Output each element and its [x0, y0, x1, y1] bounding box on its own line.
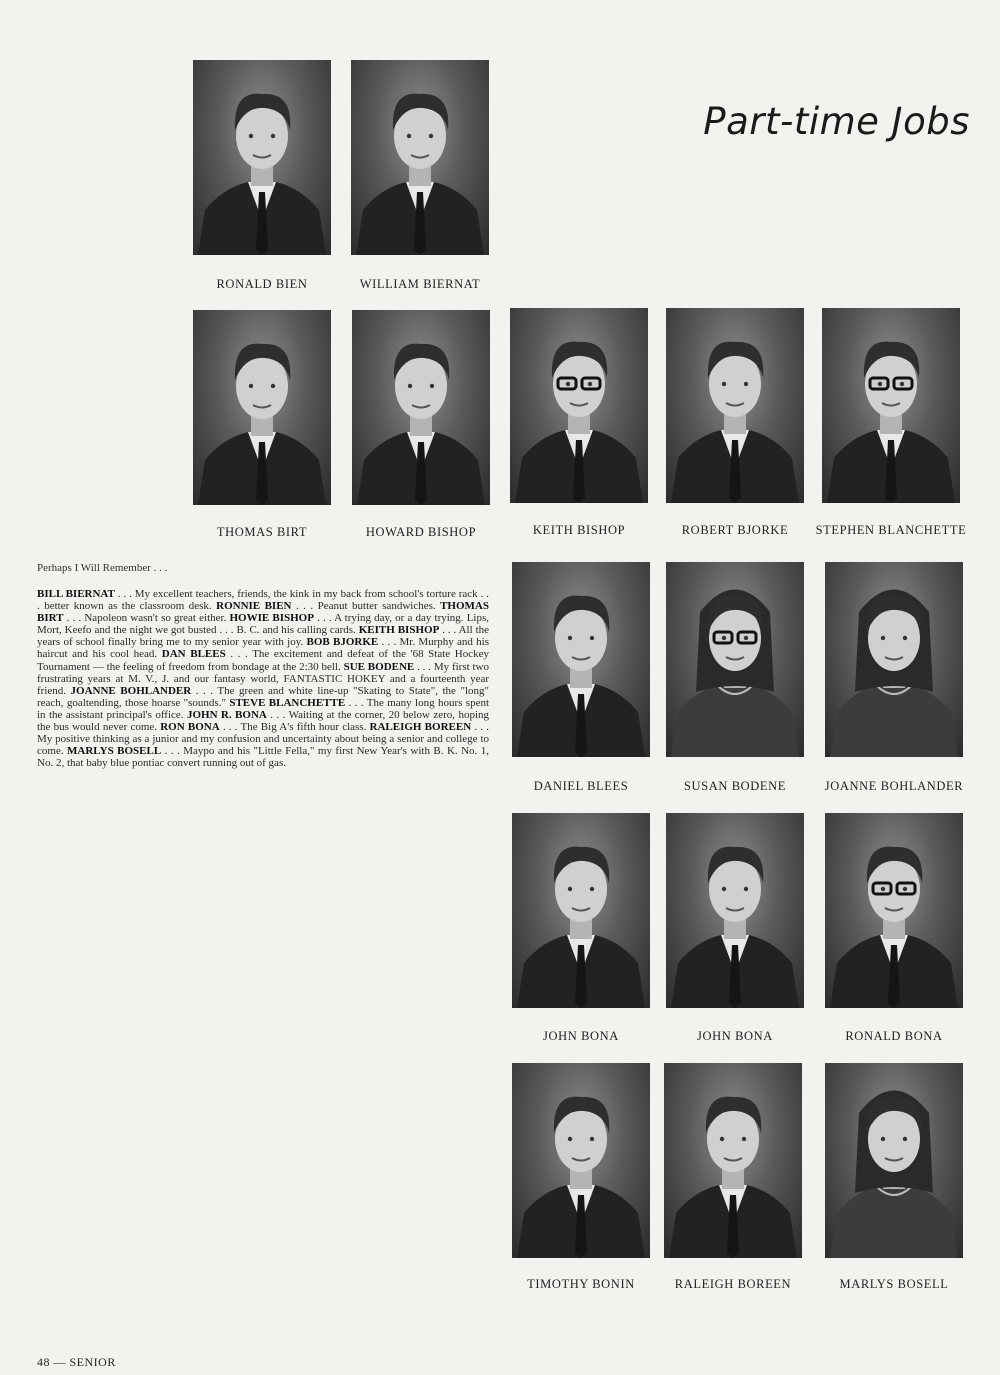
- eye-right: [271, 384, 275, 388]
- caption-ronald-bona: RONALD BONA: [845, 1029, 943, 1043]
- portrait-william-biernat: [351, 60, 489, 255]
- portrait-photo: [193, 60, 331, 255]
- remember-entry-text: . . . The Big A's fifth hour class.: [219, 721, 370, 734]
- portrait-photo: [666, 308, 804, 503]
- eye-left: [722, 636, 726, 640]
- eye-right: [903, 887, 907, 891]
- remember-name: SUE BODENE: [343, 660, 415, 673]
- portrait-photo: [825, 562, 963, 757]
- remember-entry-text: . . . My excellent teachers, friends, the kink in my back from school's torture rack . . . better known as the classroom desk.: [37, 588, 489, 613]
- portrait-photo: [825, 1063, 963, 1258]
- portrait-photo: [822, 308, 960, 503]
- eye-right: [590, 1137, 594, 1141]
- caption-marlys-bosell: MARLYS BOSELL: [839, 1277, 949, 1291]
- portrait-photo: [351, 60, 489, 255]
- eye-left: [568, 636, 572, 640]
- portrait-photo: [512, 1063, 650, 1258]
- remember-entry-text: . . . Waiting at the corner, 20 below zero, hoping the bus would never come.: [37, 708, 490, 734]
- caption-ronald-bien: RONALD BIEN: [216, 277, 308, 291]
- eye-right: [744, 382, 748, 386]
- eye-left: [722, 382, 726, 386]
- eye-left: [881, 887, 885, 891]
- eye-right: [590, 887, 594, 891]
- remember-name: BILL BIERNAT: [37, 588, 115, 600]
- caption-keith-bishop: KEITH BISHOP: [532, 523, 626, 537]
- remember-entry-text: . . . All the years of school finally bring me to my senior year with joy.: [37, 624, 490, 649]
- remember-entry-text: . . . Maypo and his "Little Fella," my first New Year's with B. K. No. 1, No. 2, that baby blue pontiac convert running out of gas.: [37, 745, 489, 770]
- remember-entry-text: . . . My positive thinking as a junior and my confusion and uncertainty about being a senior and college to come.: [37, 721, 489, 758]
- eye-left: [249, 134, 253, 138]
- portrait-john-bona-2: [666, 813, 804, 1008]
- eye-left: [720, 1137, 724, 1141]
- portrait-photo: [510, 308, 648, 503]
- eye-left: [408, 384, 412, 388]
- eye-right: [271, 134, 275, 138]
- remember-text: [37, 588, 489, 769]
- portrait-thomas-birt: [193, 310, 331, 505]
- caption-stephen-blanchette: STEPHEN BLANCHETTE: [815, 523, 967, 537]
- remember-name: THOMAS BIRT: [37, 600, 489, 625]
- eye-left: [881, 1137, 885, 1141]
- portrait-stephen-blanchette: [822, 308, 960, 503]
- portrait-ronald-bona: [825, 813, 963, 1008]
- eye-left: [407, 134, 411, 138]
- caption-john-bona-1: JOHN BONA: [543, 1029, 619, 1043]
- remember-name: KEITH BISHOP: [358, 624, 440, 637]
- portrait-joanne-bohlander: [825, 562, 963, 757]
- portrait-howard-bishop: [352, 310, 490, 505]
- remember-name: STEVE BLANCHETTE: [229, 696, 346, 709]
- remember-name: JOHN R. BONA: [186, 708, 267, 721]
- remember-name: RON BONA: [160, 721, 220, 734]
- eye-right: [590, 636, 594, 640]
- portrait-photo: [664, 1063, 802, 1258]
- caption-joanne-bohlander: JOANNE BOHLANDER: [824, 779, 964, 793]
- remember-intro: Perhaps I Will Remember . . .: [37, 562, 168, 574]
- eye-right: [903, 1137, 907, 1141]
- remember-entry-text: . . . Peanut butter sandwiches.: [291, 600, 441, 613]
- caption-john-bona-2: JOHN BONA: [697, 1029, 773, 1043]
- portrait-photo: [512, 813, 650, 1008]
- portrait-photo: [193, 310, 331, 505]
- eye-right: [744, 887, 748, 891]
- page-title: Part-time Jobs: [703, 100, 970, 143]
- remember-entry-text: . . . The excitement and defeat of the '68 State Hockey Tournament — the feeling of freedom from bondage at the 2:30 bell.: [37, 648, 489, 673]
- remember-name: HOWIE BISHOP: [229, 612, 314, 625]
- portrait-john-bona-1: [512, 813, 650, 1008]
- remember-entry-text: . . . Napoleon wasn't so great either.: [63, 612, 230, 625]
- page-folio: 48 — SENIOR: [37, 1355, 116, 1369]
- eye-right: [744, 636, 748, 640]
- eye-right: [588, 382, 592, 386]
- remember-entry-text: . . . My first two frustrating years at M. V., J. and our fantasy world, FANTASTIC HOKEY and a fourteenth year friend.: [37, 660, 489, 697]
- portrait-raleigh-boreen: [664, 1063, 802, 1258]
- remember-name: JOANNE BOHLANDER: [70, 684, 192, 697]
- remember-name: RALEIGH BOREEN: [369, 721, 472, 734]
- eye-left: [568, 1137, 572, 1141]
- remember-name: MARLYS BOSELL: [67, 745, 162, 758]
- portrait-ronald-bien: [193, 60, 331, 255]
- portrait-timothy-bonin: [512, 1063, 650, 1258]
- caption-howard-bishop: HOWARD BISHOP: [365, 525, 477, 539]
- remember-name: BOB BJORKE: [306, 636, 379, 649]
- portrait-photo: [825, 813, 963, 1008]
- caption-william-biernat: WILLIAM BIERNAT: [359, 277, 481, 291]
- remember-entry-text: . . . The many long hours spent in the assistant principal's office.: [37, 696, 490, 721]
- remember-entry-text: . . . A trying day, or a day trying. Lips, Mort, Keefo and the night we got busted . . . B. C. and his calling cards.: [37, 612, 490, 637]
- portrait-marlys-bosell: [825, 1063, 963, 1258]
- eye-left: [566, 382, 570, 386]
- eye-right: [429, 134, 433, 138]
- eye-left: [878, 382, 882, 386]
- eye-right: [900, 382, 904, 386]
- eye-left: [249, 384, 253, 388]
- portrait-photo: [352, 310, 490, 505]
- portrait-daniel-blees: [512, 562, 650, 757]
- caption-daniel-blees: DANIEL BLEES: [533, 779, 629, 793]
- remember-name: RONNIE BIEN: [216, 600, 292, 613]
- caption-timothy-bonin: TIMOTHY BONIN: [527, 1277, 635, 1291]
- eye-left: [881, 636, 885, 640]
- eye-left: [722, 887, 726, 891]
- caption-thomas-birt: THOMAS BIRT: [216, 525, 308, 539]
- remember-entry-text: . . . Mr. Murphy and his haircut and his cool head.: [37, 636, 489, 661]
- eye-right: [903, 636, 907, 640]
- eye-right: [430, 384, 434, 388]
- remember-entry-text: . . . The green and white line-up "Skating to State", the "long" reach, goaltending, those hoarse "sounds.": [37, 684, 489, 709]
- portrait-photo: [666, 813, 804, 1008]
- portrait-photo: [666, 562, 804, 757]
- portrait-keith-bishop: [510, 308, 648, 503]
- caption-robert-bjorke: ROBERT BJORKE: [681, 523, 789, 537]
- eye-right: [742, 1137, 746, 1141]
- portrait-susan-bodene: [666, 562, 804, 757]
- remember-name: DAN BLEES: [161, 648, 226, 661]
- portrait-photo: [512, 562, 650, 757]
- caption-raleigh-boreen: RALEIGH BOREEN: [674, 1277, 792, 1291]
- caption-susan-bodene: SUSAN BODENE: [684, 779, 786, 793]
- eye-left: [568, 887, 572, 891]
- portrait-robert-bjorke: [666, 308, 804, 503]
